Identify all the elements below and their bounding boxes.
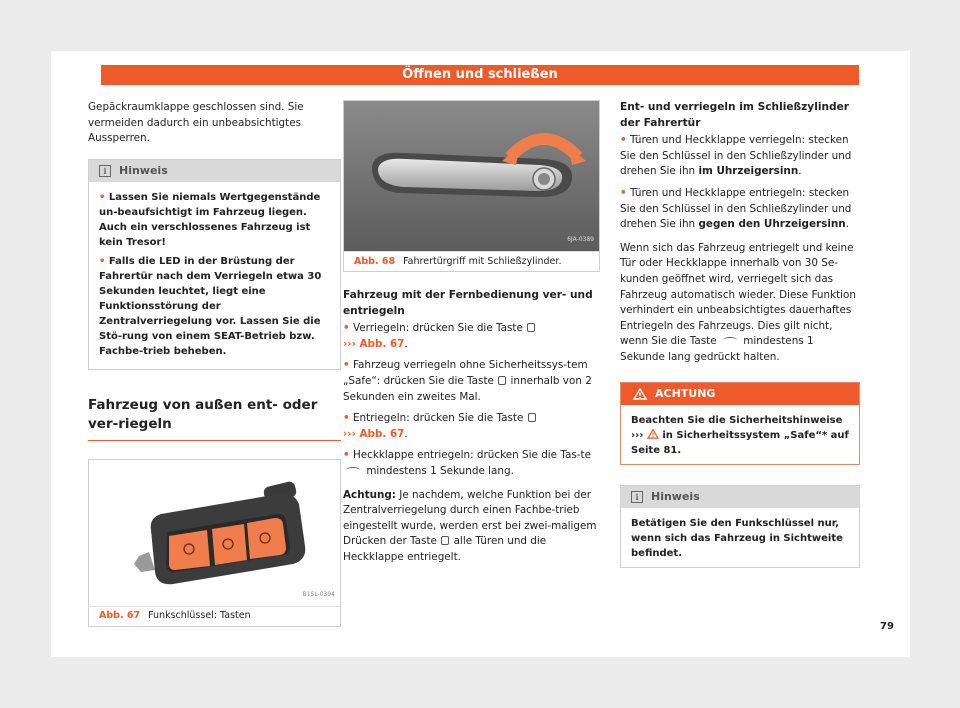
- section-header: Öffnen und schließen: [101, 65, 859, 85]
- info-icon: i: [99, 165, 111, 177]
- figure-caption: [344, 251, 599, 271]
- column-middle: [343, 100, 600, 574]
- hinweis-title: Hinweis: [651, 489, 700, 503]
- bullet-icon: •: [343, 322, 350, 335]
- hinweis-item: • Falls die LED in der Brüstung der Fahrertür nach dem Verriegeln etwa 30 Sekunden leuchtet, liegt eine Funktionsstörung der Zentralverriegelung vor. Lassen Sie die Stö-rung von einem SEAT-Betrieb bzw. Fachbe-trieb beheben.: [99, 255, 322, 357]
- hinweis-box: [88, 159, 341, 370]
- list-item: • Heckklappe entriegeln: drücken Sie die Tas-te mindestens 1 Sekunde lang.: [343, 449, 592, 477]
- body-paragraph: Wenn sich das Fahrzeug entriegelt und keine Tür oder Heckklappe innerhalb von 30 Se-kunden geöffnet wird, verriegelt sich das Fahrzeug automatisch wieder. Diese Funktion verhindert ein unbeabsichtigtes dauerhaftes Entriegeln des Fahrzeugs. Dies gilt nicht, wenn Sie die Taste mindestens 1 Sekunde lang gedrückt halten.: [620, 241, 857, 363]
- figure-67: [88, 459, 341, 627]
- subsection-heading: Fahrzeug mit der Fernbedienung ver- und entriegeln: [343, 289, 593, 317]
- section-heading: Fahrzeug von außen ent- oder ver-riegeln: [88, 396, 341, 441]
- figure-caption-text: Fahrertürgriff mit Schließzylinder.: [403, 255, 562, 267]
- bullet-icon: •: [343, 412, 350, 425]
- achtung-body: Beachten Sie die Sicherheitshinweise ››› in Sicherheitssystem „Safe“* auf Seite 81.: [631, 414, 849, 456]
- warning-icon: [633, 388, 647, 400]
- figure-68: [343, 100, 600, 272]
- figure-caption: [89, 606, 340, 626]
- hinweis-box: [620, 485, 860, 568]
- unlock-button-icon: [528, 413, 536, 422]
- lock-button-icon: [527, 323, 535, 332]
- hinweis-item: • Lassen Sie niemals Wertgegenstände un-beaufsichtigt im Fahrzeug liegen. Auch ein verschlossenes Fahrzeug ist kein Tresor!: [99, 191, 321, 248]
- bullet-icon: •: [343, 359, 350, 372]
- key-fob-image: [89, 460, 340, 606]
- achtung-paragraph: Achtung: Je nachdem, welche Funktion bei der Zentralverriegelung durch einen Fachbe-trieb eingestellt wurde, werden erst bei zwei-maligem Drücken der Taste alle Türen und die Heckklappe entriegelt.: [343, 488, 597, 563]
- figure-label: Abb. 68: [354, 255, 396, 267]
- figure-code: B1SL-0394: [302, 591, 335, 599]
- hinweis-title: Hinweis: [119, 163, 168, 177]
- list-item: • Verriegeln: drücken Sie die Taste ››› Abb. 67.: [343, 321, 600, 352]
- info-icon: i: [631, 491, 643, 503]
- achtung-box: [620, 382, 860, 465]
- tailgate-button-icon: [346, 467, 360, 473]
- bullet-icon: •: [343, 449, 350, 462]
- column-right: [620, 100, 860, 580]
- list-item: • Türen und Heckklappe entriegeln: stecken Sie den Schlüssel in den Schließzylinder und drehen Sie ihn gegen den Uhrzeigersinn.: [620, 186, 852, 231]
- key-fob-illustration: [89, 460, 340, 606]
- achtung-title: ACHTUNG: [655, 386, 716, 400]
- tailgate-button-icon: [723, 337, 737, 343]
- figure-reference-link[interactable]: ››› Abb. 67: [343, 427, 405, 440]
- list-item: • Entriegeln: drücken Sie die Taste ››› Abb. 67.: [343, 411, 600, 442]
- figure-label: Abb. 67: [99, 610, 141, 622]
- figure-caption-text: Funkschlüssel: Tasten: [148, 610, 251, 622]
- list-item: • Fahrzeug verriegeln ohne Sicherheitssys-tem „Safe“: drücken Sie die Taste innerhalb von 2 Sekunden ein zweites Mal.: [343, 359, 592, 403]
- door-handle-illustration: [344, 101, 599, 251]
- bullet-icon: •: [99, 255, 106, 267]
- column-left: [88, 100, 341, 627]
- hinweis-body: [89, 182, 340, 369]
- list-item: • Türen und Heckklappe verriegeln: stecken Sie den Schlüssel in den Schließzylinder und drehen Sie ihn im Uhrzeigersinn.: [620, 134, 852, 178]
- unlock-button-icon: [441, 536, 449, 545]
- bullet-icon: •: [620, 134, 627, 147]
- lock-button-icon: [498, 376, 506, 385]
- warning-icon: [647, 429, 659, 439]
- hinweis-header: [89, 160, 340, 182]
- bullet-icon: •: [620, 186, 627, 199]
- figure-reference-link[interactable]: ››› Abb. 67: [343, 337, 405, 350]
- intro-text: Gepäckraumklappe geschlossen sind. Sie vermeiden dadurch ein unbeabsichtigtes Aussperren.: [88, 101, 304, 145]
- achtung-header: [621, 383, 859, 405]
- hinweis-header: [621, 486, 859, 508]
- page-number: 79: [880, 621, 894, 632]
- subsection-heading: Ent- und verriegeln im Schließzylinder der Fahrertür: [620, 101, 850, 129]
- door-handle-image: [344, 101, 599, 251]
- hinweis-body: Betätigen Sie den Funkschlüssel nur, wenn sich das Fahrzeug in Sichtweite befindet.: [631, 517, 843, 559]
- bullet-icon: •: [99, 191, 106, 203]
- figure-code: 6JA-0389: [567, 236, 594, 244]
